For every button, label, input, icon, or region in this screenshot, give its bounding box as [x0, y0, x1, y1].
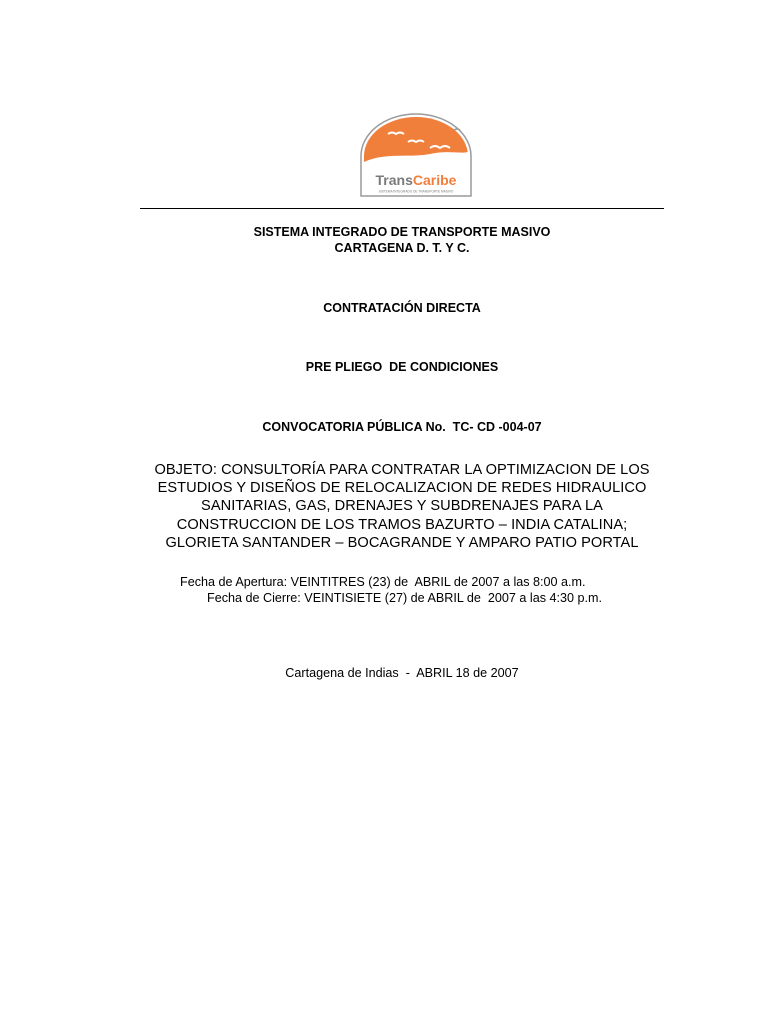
place-date: Cartagena de Indias - ABRIL 18 de 2007	[285, 666, 519, 680]
fecha-apertura: Fecha de Apertura: VEINTITRES (23) de ABRIL de 2007 a las 8:00 a.m.	[180, 575, 586, 589]
objeto-line: CONSTRUCCION DE LOS TRAMOS BAZURTO – INDIA CATALINA;	[176, 516, 628, 533]
logo-tagline: SISTEMA INTEGRADO DE TRANSPORTE MASIVO	[378, 189, 454, 194]
logo-bird-4	[454, 129, 460, 130]
objeto-line: SANITARIAS, GAS, DRENAJES Y SUBDRENAJES PARA LA	[201, 498, 603, 515]
header-rule	[140, 208, 664, 209]
objeto-line: ESTUDIOS Y DISEÑOS DE RELOCALIZACION DE REDES HIDRAULICO	[157, 480, 647, 497]
objeto-line: OBJETO: CONSULTORÍA PARA CONTRATAR LA OPTIMIZACION DE LOS	[154, 462, 650, 478]
convocatoria-heading: CONVOCATORIA PÚBLICA No. TC- CD -004-07	[262, 420, 542, 434]
objeto-line: GLORIETA SANTANDER – BOCAGRANDE Y AMPARO PATIO PORTAL	[165, 534, 639, 551]
logo-brand-text: TransCaribe	[375, 172, 457, 188]
pliego-heading: PRE PLIEGO DE CONDICIONES	[305, 360, 499, 374]
header-line-1: SISTEMA INTEGRADO DE TRANSPORTE MASIVO	[253, 225, 551, 239]
transcaribe-logo	[358, 112, 474, 198]
objeto-paragraph	[120, 461, 684, 552]
contratacion-heading: CONTRATACIÓN DIRECTA	[323, 301, 481, 315]
header-line-2: CARTAGENA D. T. Y C.	[334, 241, 470, 255]
fecha-cierre: Fecha de Cierre: VEINTISIETE (27) de ABRIL de 2007 a las 4:30 p.m.	[207, 591, 603, 605]
